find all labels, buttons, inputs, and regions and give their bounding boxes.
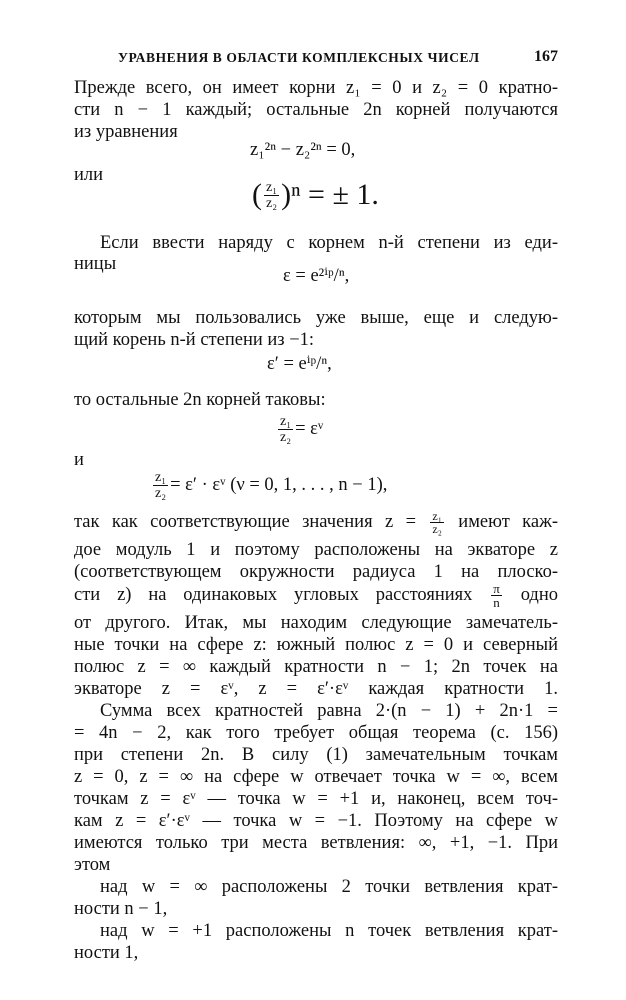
- running-header: [118, 50, 558, 66]
- text-line: (соответствующем окружности радиуса 1 на плоско-: [74, 562, 558, 582]
- text-line: точкам z = εᵛ — точка w = +1 и, наконец, всем точ-: [74, 789, 558, 809]
- text-line: от другого. Итак, мы находим следующие замечатель-: [74, 613, 558, 633]
- text-line: ные точки на сфере z: южный полюс z = 0 и северный: [74, 635, 558, 655]
- text-line: ности n − 1,: [74, 899, 168, 919]
- text-line: над w = +1 расположены n точек ветвления крат-: [100, 921, 558, 941]
- equation-3: ε = e²ⁱᵖ/ⁿ,: [283, 266, 350, 286]
- text-line: ницы: [74, 254, 117, 274]
- text-line: экваторе z = εᵛ, z = ε′·εᵛ каждая кратности 1.: [74, 679, 558, 699]
- equation-5: $\frac{\text{z₁}}{\text{z₂}}$ = εᵛ: [280, 414, 324, 445]
- text-line: то остальные 2n корней таковы:: [74, 390, 326, 410]
- text-line: дое модуль 1 и поэтому расположены на экваторе z: [74, 540, 558, 560]
- text-line: полюс z = ∞ каждый кратности n − 1; 2n точек на: [74, 657, 558, 677]
- frac-numerator: z₁: [266, 179, 278, 195]
- text-line: над w = ∞ расположены 2 точки ветвления крат-: [100, 877, 558, 897]
- text-line: Сумма всех кратностей равна 2·(n − 1) + 2n·1 =: [100, 701, 558, 721]
- equation-4: ε′ = eⁱᵖ/ⁿ,: [267, 354, 332, 374]
- text-line: кам z = ε′·εᵛ — точка w = −1. Поэтому на сфере w: [74, 811, 558, 831]
- text-line: щий корень n-й степени из −1:: [74, 330, 315, 350]
- text-line: Если ввести наряду с корнем n-й степени из еди-: [100, 233, 558, 253]
- text-line: или: [74, 165, 104, 185]
- equation-2-rhs: )ⁿ = ± 1.: [281, 178, 379, 211]
- frac-denominator: z₂: [266, 195, 278, 211]
- equation-6: $\frac{\text{z₁}}{\text{z₂}}$ = ε′ · εᵛ (ν = 0, 1, . . . , n − 1),: [155, 470, 388, 501]
- text-line: = 4n − 2, как того требует общая теорема (с. 156): [74, 723, 558, 743]
- text-line: так как соответствующие значения z = $\frac{\text{z₁}}{\text{z₂}}$ имеют каж-: [74, 509, 559, 536]
- running-title: УРАВНЕНИЯ В ОБЛАСТИ КОМПЛЕКСНЫХ ЧИСЕЛ: [118, 50, 480, 65]
- text-line: сти z) на одинаковых угловых расстояниях $\frac{\pi}{n}$ одно: [74, 581, 558, 610]
- page-number: 167: [534, 48, 558, 65]
- text-line: имеются только три места ветвления: ∞, +1, −1. При: [74, 833, 558, 853]
- equation-6-rhs: = ε′ · εᵛ (ν = 0, 1, . . . , n − 1),: [170, 474, 388, 495]
- text-line: z = 0, z = ∞ на сфере w отвечает точка w = ∞, всем: [74, 767, 558, 787]
- text-line: и: [74, 450, 84, 470]
- equation-5-rhs: = εᵛ: [295, 418, 324, 439]
- equation-2: ( $\frac{\text{z₁}}{\text{z₂}}$ )ⁿ = ± 1.: [252, 178, 379, 211]
- text-line: сти n − 1 каждый; остальные 2n корней получаются: [74, 100, 558, 120]
- text-line: этом: [74, 855, 111, 875]
- text-line: которым мы пользовались уже выше, еще и следую-: [74, 308, 558, 328]
- text-line: из уравнения: [74, 122, 178, 142]
- equation-1: z₁²ⁿ − z₂²ⁿ = 0,: [250, 140, 356, 160]
- text-line: Прежде всего, он имеет корни z₁ = 0 и z₂ = 0 кратно-: [74, 78, 558, 98]
- text-line: при степени 2n. В силу (1) замечательным точкам: [74, 745, 558, 765]
- text-line: ности 1,: [74, 943, 139, 963]
